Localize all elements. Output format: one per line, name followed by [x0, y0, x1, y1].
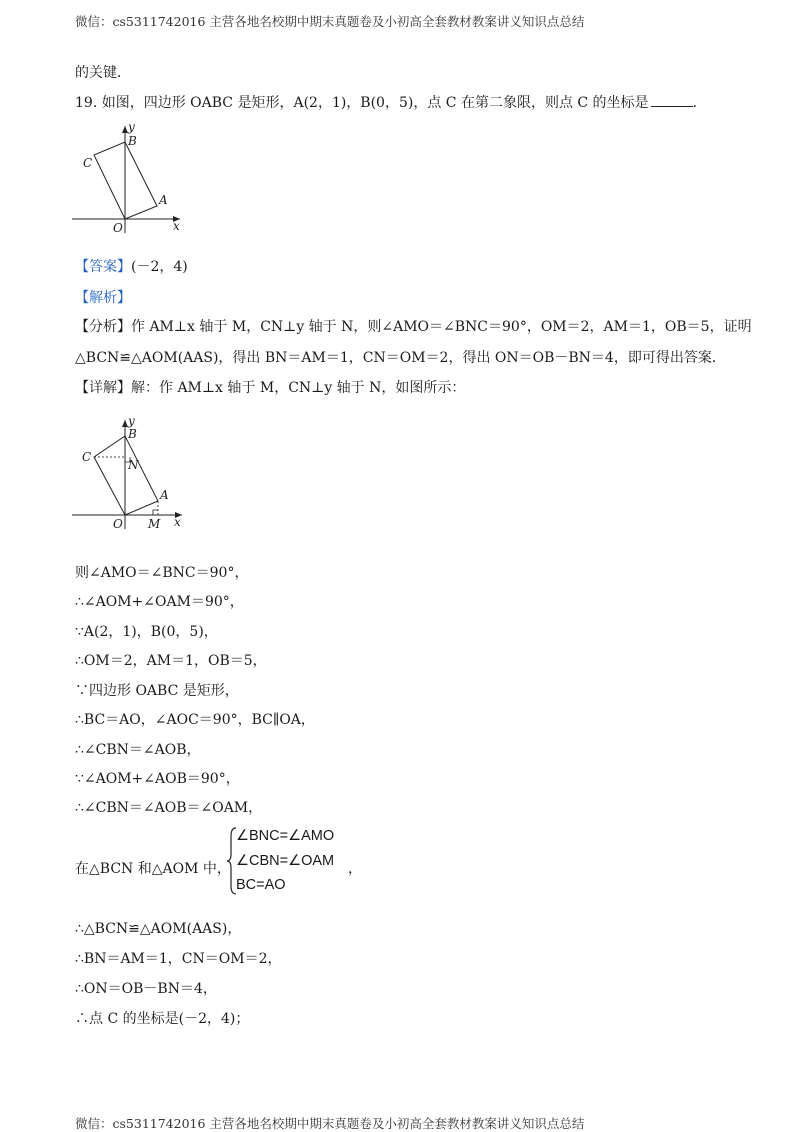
label-a: A — [159, 193, 168, 207]
conclusion-2: ∴BN＝AM＝1，CN＝OM＝2， — [75, 951, 282, 967]
label-c-2: C — [82, 450, 92, 464]
system-row-2: ∠CBN=∠OAM — [236, 853, 335, 869]
label-o-2: O — [113, 517, 123, 531]
label-c: C — [83, 156, 93, 170]
question-stem — [75, 94, 707, 112]
label-x-2: x — [174, 515, 181, 529]
answer-tag: 【答案】 — [75, 259, 131, 275]
figure-auxiliary-lines — [70, 412, 200, 536]
question-text: 19. 如图，四边形 OABC 是矩形，A(2，1)，B(0，5)，点 C 在第二象限，则点 C 的坐标是 — [75, 95, 649, 111]
rectangle-oabc-2 — [94, 436, 158, 515]
step-9: ∴∠CBN＝∠AOB＝∠OAM， — [75, 800, 263, 816]
detail-text: 解：作 AM⊥x 轴于 M，CN⊥y 轴于 N，如图所示： — [131, 380, 466, 396]
system-row-3: BC=AO — [236, 877, 286, 893]
analysis-sub-tag: 【分析】 — [75, 319, 131, 335]
analysis-text-1: 作 AM⊥x 轴于 M，CN⊥y 轴于 N，则∠AMO＝∠BNC＝90°，OM＝2，AM＝1，OB＝5，证明 — [131, 319, 752, 335]
label-y-2: y — [128, 414, 135, 428]
conclusion-3: ∴ON＝OB－BN＝4， — [75, 981, 217, 997]
previous-question-tail: 的关键． — [75, 65, 131, 81]
analysis-tag: 【解析】 — [75, 290, 131, 306]
right-angle-m — [153, 510, 158, 515]
answer-blank — [651, 94, 693, 107]
step-6: ∴BC＝AO，∠AOC＝90°，BC∥OA， — [75, 712, 315, 728]
conclusion-1: ∴△BCN≌△AOM(AAS)， — [75, 921, 242, 937]
answer-line — [75, 258, 188, 276]
system-prefix: 在△BCN 和△AOM 中， — [75, 861, 231, 877]
detail-tag: 【详解】 — [75, 380, 131, 396]
step-8: ∵∠AOM+∠AOB＝90°， — [75, 771, 240, 787]
step-2: ∴∠AOM+∠OAM＝90°， — [75, 594, 244, 610]
system-row-1: ∠BNC=∠AMO — [236, 828, 335, 844]
conclusion-4: ∴点 C 的坐标是(－2，4)； — [75, 1011, 250, 1027]
step-3: ∵A(2，1)，B(0，5)， — [75, 624, 218, 640]
label-m: M — [148, 517, 161, 531]
answer-value: (－2，4) — [131, 259, 188, 275]
question-end: ． — [692, 95, 707, 111]
system-suffix: ， — [348, 861, 362, 877]
label-a-2: A — [160, 488, 169, 502]
detail-line — [75, 379, 465, 397]
step-5: ∵四边形 OABC 是矩形， — [75, 683, 239, 699]
label-n: N — [128, 458, 139, 472]
page-header: 微信：cs5311742016 主营各地名校期中期末真题卷及小初高全套教材教案讲义知识点总结 — [75, 14, 585, 29]
analysis-line-1 — [75, 318, 752, 336]
label-y: y — [128, 120, 135, 134]
label-b-2: B — [128, 427, 137, 441]
label-b: B — [128, 134, 137, 148]
page-footer: 微信：cs5311742016 主营各地名校期中期末真题卷及小初高全套教材教案讲义知识点总结 — [75, 1116, 585, 1131]
label-o: O — [113, 221, 123, 235]
step-1: 则∠AMO＝∠BNC＝90°， — [75, 565, 249, 581]
step-4: ∴OM＝2，AM＝1，OB＝5， — [75, 653, 267, 669]
step-7: ∴∠CBN＝∠AOB， — [75, 742, 201, 758]
label-x: x — [173, 219, 180, 233]
figure-rectangle-oabc — [70, 118, 190, 238]
analysis-line-2: △BCN≌△AOM(AAS)，得出 BN＝AM＝1，CN＝OM＝2，得出 ON＝OB－BN＝4，即可得出答案． — [75, 350, 726, 366]
